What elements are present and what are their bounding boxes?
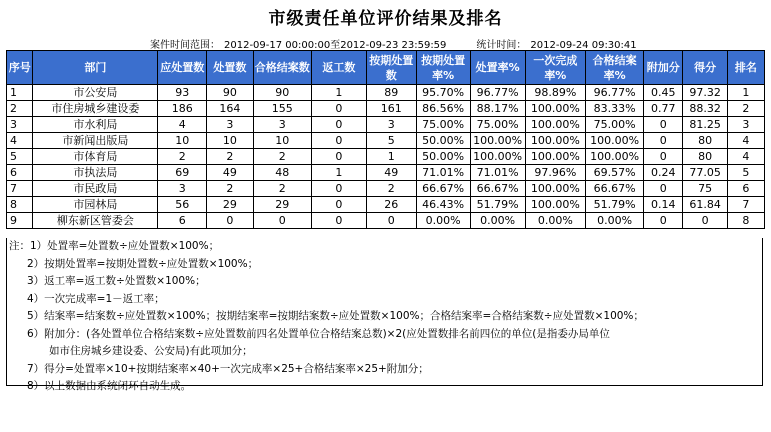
cell-handled-rate: 51.79% (470, 197, 525, 213)
cell-qualified-count: 2 (253, 181, 311, 197)
report-meta (150, 36, 641, 51)
cell-qualified-count: 29 (253, 197, 311, 213)
cell-rework-count: 0 (311, 181, 366, 197)
range-value: 2012-09-17 00:00:00至2012-09-23 23:59:59 (224, 40, 447, 51)
cell-index: 2 (7, 101, 33, 117)
cell-department: 柳东新区管委会 (33, 213, 158, 229)
note-line: 2）按期处置率=按期处置数÷应处置数×100%； (27, 257, 259, 270)
cell-bonus: 0.24 (644, 165, 683, 181)
cell-handled-count: 2 (207, 181, 254, 197)
cell-first-pass-rate: 98.89% (525, 85, 585, 101)
evaluation-table (6, 50, 765, 229)
cell-handled-rate: 100.00% (470, 149, 525, 165)
cell-due-count: 4 (158, 117, 207, 133)
range-label: 案件时间范围： (150, 40, 220, 51)
cell-rank: 3 (727, 117, 764, 133)
cell-handled-rate: 66.67% (470, 181, 525, 197)
cell-qualified-count: 3 (253, 117, 311, 133)
cell-department: 市园林局 (33, 197, 158, 213)
cell-bonus: 0.77 (644, 101, 683, 117)
page-title: 市级责任单位评价结果及排名 (268, 9, 503, 29)
cell-handled-rate: 71.01% (470, 165, 525, 181)
table-row (7, 197, 765, 213)
cell-bonus: 0.14 (644, 197, 683, 213)
header-due-count: 应处置数 (158, 51, 207, 85)
header-ontime-rate: 按期处置率% (416, 51, 470, 85)
note-line: 4）一次完成率=1－返工率； (27, 292, 165, 305)
cell-first-pass-rate: 97.96% (525, 165, 585, 181)
cell-score: 81.25 (683, 117, 727, 133)
cell-ontime-count: 0 (366, 213, 416, 229)
cell-index: 8 (7, 197, 33, 213)
cell-ontime-rate: 50.00% (416, 133, 470, 149)
cell-rework-count: 0 (311, 101, 366, 117)
cell-ontime-rate: 75.00% (416, 117, 470, 133)
cell-ontime-rate: 86.56% (416, 101, 470, 117)
header-qualified-rate: 合格结案率% (586, 51, 644, 85)
cell-handled-count: 3 (207, 117, 254, 133)
cell-bonus: 0 (644, 117, 683, 133)
cell-rework-count: 0 (311, 149, 366, 165)
table-row (7, 117, 765, 133)
cell-due-count: 6 (158, 213, 207, 229)
cell-department: 市水利局 (33, 117, 158, 133)
cell-qualified-count: 10 (253, 133, 311, 149)
table-header-row (7, 51, 765, 85)
cell-qualified-count: 90 (253, 85, 311, 101)
cell-handled-rate: 96.77% (470, 85, 525, 101)
cell-rank: 6 (727, 181, 764, 197)
cell-department: 市体育局 (33, 149, 158, 165)
cell-rank: 2 (727, 101, 764, 117)
cell-bonus: 0 (644, 181, 683, 197)
cell-handled-count: 49 (207, 165, 254, 181)
cell-rework-count: 0 (311, 213, 366, 229)
cell-ontime-count: 2 (366, 181, 416, 197)
cell-ontime-rate: 46.43% (416, 197, 470, 213)
cell-handled-count: 29 (207, 197, 254, 213)
cell-handled-rate: 88.17% (470, 101, 525, 117)
cell-department: 市住房城乡建设委 (33, 101, 158, 117)
cell-qualified-count: 155 (253, 101, 311, 117)
cell-score: 80 (683, 149, 727, 165)
table-row (7, 149, 765, 165)
cell-ontime-count: 49 (366, 165, 416, 181)
cell-ontime-rate: 71.01% (416, 165, 470, 181)
cell-handled-count: 90 (207, 85, 254, 101)
table-row (7, 133, 765, 149)
cell-index: 7 (7, 181, 33, 197)
cell-due-count: 2 (158, 149, 207, 165)
cell-handled-rate: 0.00% (470, 213, 525, 229)
table-row (7, 101, 765, 117)
cell-score: 75 (683, 181, 727, 197)
stat-label: 统计时间： (476, 40, 527, 51)
cell-index: 1 (7, 85, 33, 101)
cell-bonus: 0.45 (644, 85, 683, 101)
cell-due-count: 69 (158, 165, 207, 181)
cell-handled-count: 164 (207, 101, 254, 117)
cell-department: 市新闻出版局 (33, 133, 158, 149)
cell-index: 4 (7, 133, 33, 149)
cell-ontime-count: 3 (366, 117, 416, 133)
cell-index: 9 (7, 213, 33, 229)
header-department: 部门 (33, 51, 158, 85)
header-qualified-count: 合格结案数 (253, 51, 311, 85)
header-index: 序号 (7, 51, 33, 85)
note-line: 6）附加分：(各处置单位合格结案数÷应处置数前四名处置单位合格结案总数)×2(应处置数排名前四位的单位(是指委办局单位 (27, 327, 610, 340)
cell-handled-count: 0 (207, 213, 254, 229)
stat-value: 2012-09-24 09:30:41 (530, 40, 637, 51)
cell-due-count: 186 (158, 101, 207, 117)
cell-first-pass-rate: 100.00% (525, 101, 585, 117)
note-line: 7）得分=处置率×10+按期结案率×40+一次完成率×25+合格结案率×25+附加分； (27, 362, 429, 375)
cell-rank: 1 (727, 85, 764, 101)
cell-qualified-rate: 96.77% (586, 85, 644, 101)
note-line: 注：1）处置率=处置数÷应处置数×100%； (9, 240, 220, 252)
cell-first-pass-rate: 100.00% (525, 133, 585, 149)
header-handled-count: 处置数 (207, 51, 254, 85)
header-first-pass-rate: 一次完成率% (525, 51, 585, 85)
cell-handled-rate: 75.00% (470, 117, 525, 133)
cell-rework-count: 0 (311, 197, 366, 213)
cell-score: 88.32 (683, 101, 727, 117)
cell-qualified-rate: 100.00% (586, 133, 644, 149)
cell-score: 80 (683, 133, 727, 149)
cell-due-count: 10 (158, 133, 207, 149)
header-rework-count: 返工数 (311, 51, 366, 85)
header-ontime-count: 按期处置数 (366, 51, 416, 85)
cell-score: 97.32 (683, 85, 727, 101)
note-line: 3）返工率=返工数÷处置数×100%； (27, 275, 206, 287)
cell-rank: 4 (727, 149, 764, 165)
header-rank: 排名 (727, 51, 764, 85)
cell-ontime-count: 89 (366, 85, 416, 101)
cell-qualified-rate: 51.79% (586, 197, 644, 213)
cell-first-pass-rate: 100.00% (525, 197, 585, 213)
cell-ontime-rate: 66.67% (416, 181, 470, 197)
cell-score: 77.05 (683, 165, 727, 181)
cell-rank: 8 (727, 213, 764, 229)
cell-ontime-rate: 95.70% (416, 85, 470, 101)
cell-qualified-count: 2 (253, 149, 311, 165)
cell-score: 61.84 (683, 197, 727, 213)
cell-due-count: 56 (158, 197, 207, 213)
cell-first-pass-rate: 100.00% (525, 117, 585, 133)
cell-qualified-rate: 0.00% (586, 213, 644, 229)
cell-ontime-count: 161 (366, 101, 416, 117)
table-row (7, 181, 765, 197)
cell-qualified-count: 0 (253, 213, 311, 229)
cell-rework-count: 0 (311, 133, 366, 149)
cell-ontime-count: 1 (366, 149, 416, 165)
cell-rank: 5 (727, 165, 764, 181)
notes-section (6, 238, 763, 392)
cell-bonus: 0 (644, 149, 683, 165)
cell-ontime-count: 26 (366, 197, 416, 213)
cell-first-pass-rate: 100.00% (525, 181, 585, 197)
cell-qualified-rate: 83.33% (586, 101, 644, 117)
cell-qualified-rate: 75.00% (586, 117, 644, 133)
header-handled-rate: 处置率% (470, 51, 525, 85)
cell-first-pass-rate: 0.00% (525, 213, 585, 229)
cell-handled-rate: 100.00% (470, 133, 525, 149)
cell-department: 市民政局 (33, 181, 158, 197)
cell-handled-count: 2 (207, 149, 254, 165)
cell-rank: 4 (727, 133, 764, 149)
cell-due-count: 93 (158, 85, 207, 101)
cell-index: 5 (7, 149, 33, 165)
cell-due-count: 3 (158, 181, 207, 197)
header-score: 得分 (683, 51, 727, 85)
note-line: 5）结案率=结案数÷应处置数×100%；按期结案率=按期结案数÷应处置数×100%；合格结案率=合格结案数÷应处置数×100%； (27, 310, 644, 322)
cell-rework-count: 1 (311, 85, 366, 101)
table-row (7, 85, 765, 101)
cell-index: 6 (7, 165, 33, 181)
cell-qualified-rate: 100.00% (586, 149, 644, 165)
cell-department: 市执法局 (33, 165, 158, 181)
header-bonus: 附加分 (644, 51, 683, 85)
cell-qualified-rate: 69.57% (586, 165, 644, 181)
table-row (7, 213, 765, 229)
table-row (7, 165, 765, 181)
cell-first-pass-rate: 100.00% (525, 149, 585, 165)
cell-rank: 7 (727, 197, 764, 213)
cell-department: 市公安局 (33, 85, 158, 101)
cell-bonus: 0 (644, 213, 683, 229)
note-line: 如市住房城乡建设委、公安局)有此项加分； (49, 345, 253, 357)
cell-rework-count: 0 (311, 117, 366, 133)
note-line: 8）以上数据由系统闭环自动生成。 (27, 380, 192, 392)
cell-score: 0 (683, 213, 727, 229)
cell-bonus: 0 (644, 133, 683, 149)
cell-qualified-count: 48 (253, 165, 311, 181)
cell-ontime-rate: 0.00% (416, 213, 470, 229)
cell-index: 3 (7, 117, 33, 133)
cell-handled-count: 10 (207, 133, 254, 149)
cell-ontime-rate: 50.00% (416, 149, 470, 165)
cell-rework-count: 1 (311, 165, 366, 181)
cell-ontime-count: 5 (366, 133, 416, 149)
cell-qualified-rate: 66.67% (586, 181, 644, 197)
